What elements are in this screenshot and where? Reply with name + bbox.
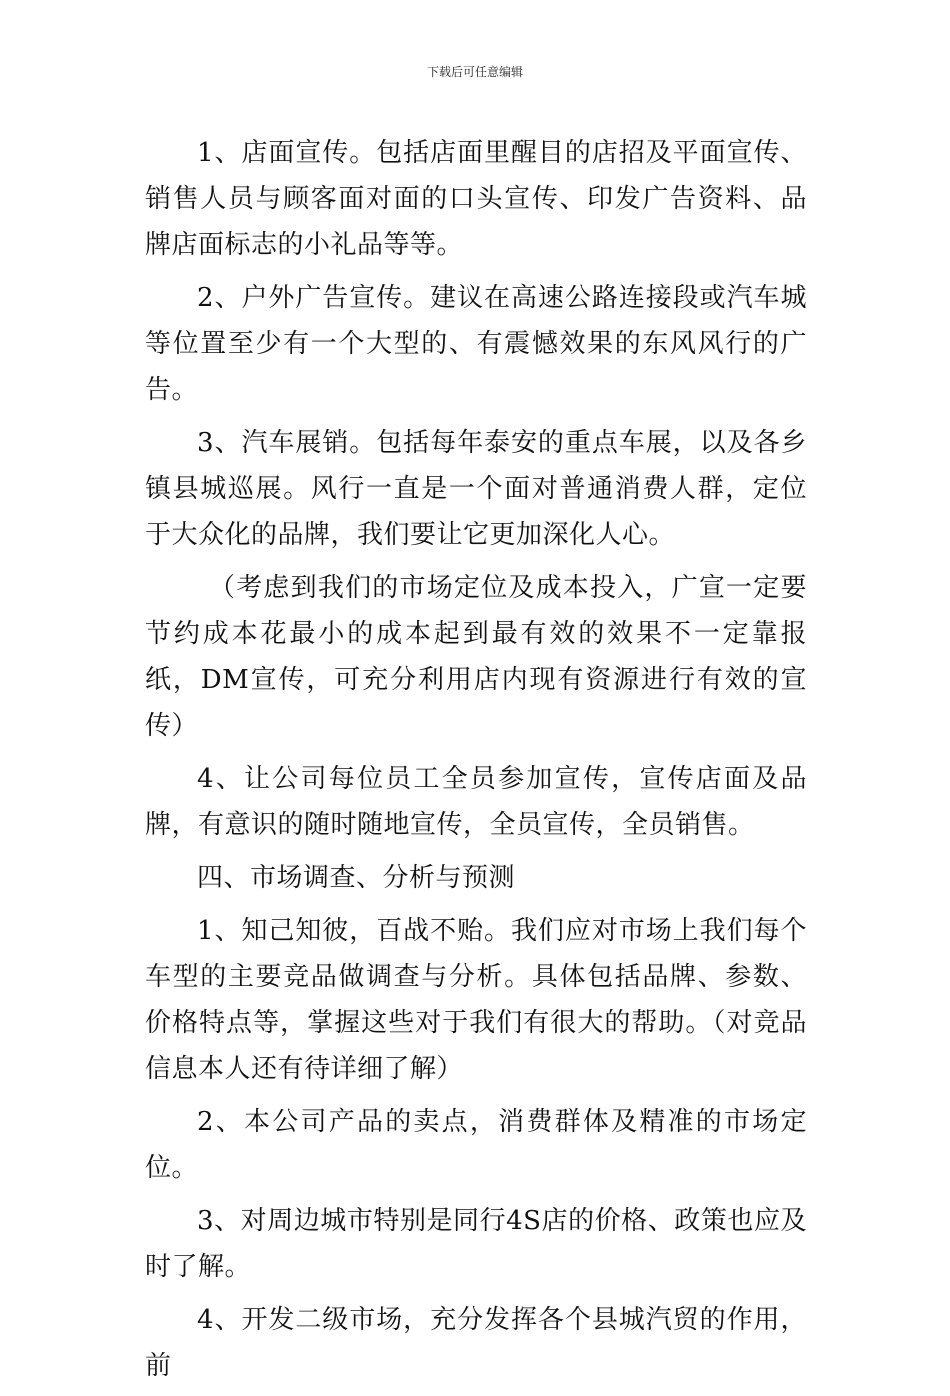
paragraph-cost-note: （考虑到我们的市场定位及成本投入，广宣一定要节约成本花最小的成本起到最有效的效果不一定靠报纸，DM宣传，可充分利用店内现有资源进行有效的宣传）	[145, 573, 807, 741]
section-heading-market-research: 四、市场调查、分析与预测	[197, 863, 516, 893]
paragraph-staff-promotion: 4、让公司每位员工全员参加宣传，宣传店面及品牌，有意识的随时随地宣传，全员宣传，全员销售。	[145, 764, 807, 840]
paragraph-selling-points: 2、本公司产品的卖点，消费群体及精准的市场定位。	[145, 1107, 807, 1183]
page-header: 下载后可任意编辑	[426, 65, 523, 79]
paragraph-competitor-analysis: 1、知己知彼，百战不贻。我们应对市场上我们每个车型的主要竞品做调查与分析。具体包括品牌、参数、价格特点等，掌握这些对于我们有很大的帮助。（对竞品信息本人还有待详细了解）	[145, 916, 807, 1084]
document-body	[145, 130, 807, 1396]
paragraph-outdoor-advertising: 2、户外广告宣传。建议在高速公路连接段或汽车城等位置至少有一个大型的、有震憾效果的东风风行的广告。	[145, 283, 807, 405]
paragraph-nearby-cities: 3、对周边城市特别是同行4S店的价格、政策也应及时了解。	[145, 1206, 807, 1282]
paragraph-auto-exhibition: 3、汽车展销。包括每年泰安的重点车展，以及各乡镇县城巡展。风行一直是一个面对普通消费人群，定位于大众化的品牌，我们要让它更加深化人心。	[145, 428, 807, 550]
paragraph-secondary-market: 4、开发二级市场，充分发挥各个县城汽贸的作用，前	[145, 1305, 807, 1381]
paragraph-storefront-promotion: 1、店面宣传。包括店面里醒目的店招及平面宣传、销售人员与顾客面对面的口头宣传、印发广告资料、品牌店面标志的小礼品等等。	[145, 138, 807, 260]
